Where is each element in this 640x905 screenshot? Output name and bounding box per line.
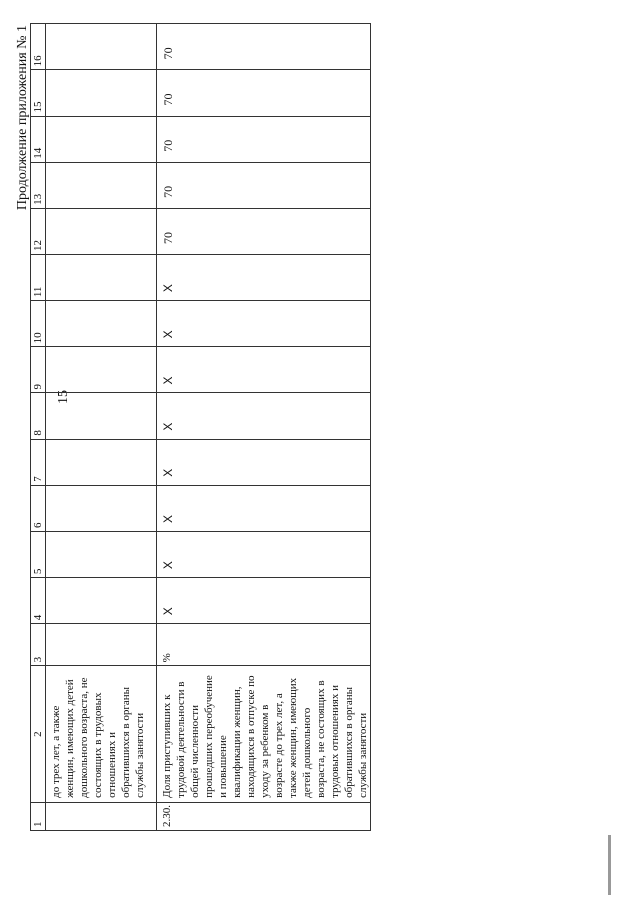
header-cell: 15 xyxy=(31,70,46,116)
header-cell: 11 xyxy=(31,255,46,301)
value-cell xyxy=(46,255,157,301)
value-cell xyxy=(46,531,157,577)
row-name: Доля приступивших к трудовой деятельности в общей численности прошедших переобучение и повышение квалификации женщин, находящихся в отпуске по уходу за ребенком в возрасте до трех лет, а также женщин, имеющих детей дошкольного возраста, не состоящих в трудовых отношениях и обратившихся в органы службы занятости xyxy=(157,666,371,803)
row-code xyxy=(46,802,157,830)
value-cell xyxy=(46,116,157,162)
header-cell: 16 xyxy=(31,24,46,70)
value-cell: 70 xyxy=(157,116,371,162)
row-code: 2.30. xyxy=(157,802,371,830)
header-cell: 8 xyxy=(31,393,46,439)
header-cell: 5 xyxy=(31,531,46,577)
value-cell: X xyxy=(157,485,371,531)
appendix-label: Продолжение приложения № 1 xyxy=(15,25,30,211)
header-cell: 13 xyxy=(31,162,46,208)
value-cell xyxy=(46,393,157,439)
value-cell: X xyxy=(157,578,371,624)
header-cell: 1 xyxy=(31,802,46,830)
header-cell: 6 xyxy=(31,485,46,531)
value-cell xyxy=(46,439,157,485)
value-cell: 70 xyxy=(157,70,371,116)
value-cell xyxy=(46,208,157,254)
value-cell xyxy=(46,70,157,116)
row-unit xyxy=(46,624,157,666)
value-cell xyxy=(46,578,157,624)
value-cell: X xyxy=(157,301,371,347)
header-cell: 2 xyxy=(31,666,46,803)
table-row xyxy=(157,24,371,831)
header-cell: 14 xyxy=(31,116,46,162)
header-cell: 9 xyxy=(31,347,46,393)
scan-mark xyxy=(608,835,611,895)
value-cell: X xyxy=(157,439,371,485)
value-cell: 70 xyxy=(157,24,371,70)
value-cell: X xyxy=(157,255,371,301)
header-cell: 4 xyxy=(31,578,46,624)
value-cell xyxy=(46,24,157,70)
page-number: 15 xyxy=(56,390,71,404)
value-cell xyxy=(46,301,157,347)
table-header-row xyxy=(31,24,46,831)
row-name: до трех лет, а также женщин, имеющих детей дошкольного возраста, не состоящих в трудовых отношениях и обратившихся в органы службы занятости xyxy=(46,666,157,803)
header-cell: 12 xyxy=(31,208,46,254)
indicator-table xyxy=(30,23,371,831)
table-row xyxy=(46,24,157,831)
header-cell: 7 xyxy=(31,439,46,485)
value-cell xyxy=(46,485,157,531)
header-cell: 10 xyxy=(31,301,46,347)
value-cell: 70 xyxy=(157,162,371,208)
value-cell xyxy=(46,347,157,393)
value-cell: 70 xyxy=(157,208,371,254)
value-cell xyxy=(46,162,157,208)
value-cell: X xyxy=(157,531,371,577)
header-cell: 3 xyxy=(31,624,46,666)
value-cell: X xyxy=(157,393,371,439)
value-cell: X xyxy=(157,347,371,393)
row-unit: % xyxy=(157,624,371,666)
